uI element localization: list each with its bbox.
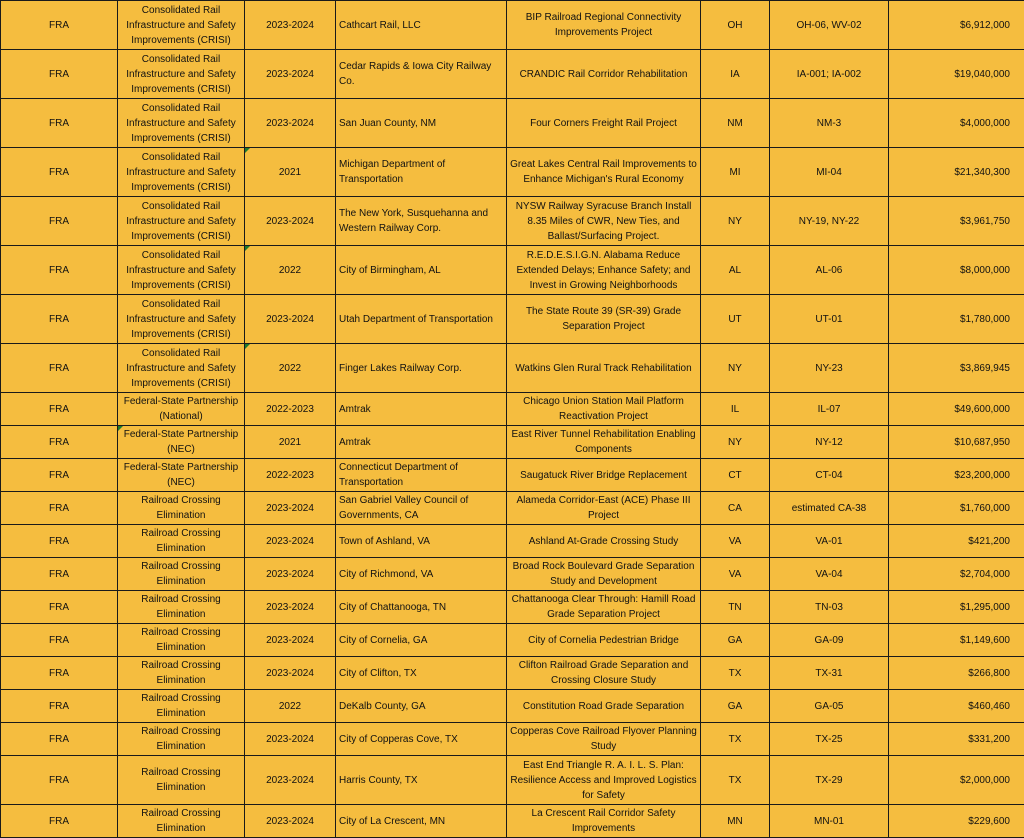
year-cell: 2022 (245, 690, 336, 723)
state-cell: TX (701, 756, 770, 805)
year-cell: 2022-2023 (245, 393, 336, 426)
applicant-cell: San Gabriel Valley Council of Governments, CA (336, 492, 507, 525)
applicant-cell: City of Birmingham, AL (336, 246, 507, 295)
program-cell: Consolidated Rail Infrastructure and Safety Improvements (CRISI) (118, 344, 245, 393)
year-cell: 2023-2024 (245, 723, 336, 756)
district-cell: AL-06 (770, 246, 889, 295)
table-row (1, 148, 1024, 197)
program-cell: Railroad Crossing Elimination (118, 805, 245, 838)
program-cell: Railroad Crossing Elimination (118, 624, 245, 657)
amount-cell: $331,200 (889, 723, 1024, 756)
amount-cell: $2,704,000 (889, 558, 1024, 591)
applicant-cell: City of Cornelia, GA (336, 624, 507, 657)
amount-cell: $229,600 (889, 805, 1024, 838)
year-cell: 2023-2024 (245, 657, 336, 690)
amount-cell: $421,200 (889, 525, 1024, 558)
applicant-cell: City of La Crescent, MN (336, 805, 507, 838)
year-cell: 2021 (245, 148, 336, 197)
amount-cell: $19,040,000 (889, 50, 1024, 99)
year-cell: 2023-2024 (245, 197, 336, 246)
year-cell: 2023-2024 (245, 492, 336, 525)
state-cell: NY (701, 426, 770, 459)
district-cell: IA-001; IA-002 (770, 50, 889, 99)
amount-cell: $3,869,945 (889, 344, 1024, 393)
applicant-cell: City of Clifton, TX (336, 657, 507, 690)
year-cell: 2021 (245, 426, 336, 459)
amount-cell: $10,687,950 (889, 426, 1024, 459)
district-cell: CT-04 (770, 459, 889, 492)
program-cell: Consolidated Rail Infrastructure and Safety Improvements (CRISI) (118, 50, 245, 99)
amount-cell: $1,780,000 (889, 295, 1024, 344)
district-cell: NY-19, NY-22 (770, 197, 889, 246)
applicant-cell: City of Richmond, VA (336, 558, 507, 591)
state-cell: UT (701, 295, 770, 344)
program-cell: Railroad Crossing Elimination (118, 657, 245, 690)
project-cell: La Crescent Rail Corridor Safety Improvements (507, 805, 701, 838)
year-cell: 2023-2024 (245, 525, 336, 558)
project-cell: CRANDIC Rail Corridor Rehabilitation (507, 50, 701, 99)
district-cell: NY-23 (770, 344, 889, 393)
applicant-cell: Michigan Department of Transportation (336, 148, 507, 197)
agency-cell: FRA (1, 492, 118, 525)
year-cell: 2023-2024 (245, 1, 336, 50)
project-cell: East River Tunnel Rehabilitation Enabling Components (507, 426, 701, 459)
year-cell: 2023-2024 (245, 558, 336, 591)
district-cell: VA-01 (770, 525, 889, 558)
project-cell: R.E.D.E.S.I.G.N. Alabama Reduce Extended Delays; Enhance Safety; and Invest in Growing Neighborhoods (507, 246, 701, 295)
agency-cell: FRA (1, 50, 118, 99)
state-cell: TX (701, 657, 770, 690)
applicant-cell: City of Chattanooga, TN (336, 591, 507, 624)
program-cell: Federal-State Partnership (NEC) (118, 459, 245, 492)
applicant-cell: San Juan County, NM (336, 99, 507, 148)
program-cell: Consolidated Rail Infrastructure and Safety Improvements (CRISI) (118, 295, 245, 344)
state-cell: NY (701, 197, 770, 246)
district-cell: TX-29 (770, 756, 889, 805)
table-row (1, 295, 1024, 344)
district-cell: IL-07 (770, 393, 889, 426)
project-cell: Chattanooga Clear Through: Hamill Road Grade Separation Project (507, 591, 701, 624)
year-cell: 2022 (245, 344, 336, 393)
table-row (1, 197, 1024, 246)
district-cell: TX-31 (770, 657, 889, 690)
year-cell: 2023-2024 (245, 756, 336, 805)
program-cell: Federal-State Partnership (NEC) (118, 426, 245, 459)
program-cell: Railroad Crossing Elimination (118, 492, 245, 525)
year-cell: 2023-2024 (245, 805, 336, 838)
amount-cell: $4,000,000 (889, 99, 1024, 148)
program-cell: Railroad Crossing Elimination (118, 525, 245, 558)
applicant-cell: Connecticut Department of Transportation (336, 459, 507, 492)
applicant-cell: Cathcart Rail, LLC (336, 1, 507, 50)
project-cell: Copperas Cove Railroad Flyover Planning Study (507, 723, 701, 756)
state-cell: GA (701, 690, 770, 723)
table-row (1, 525, 1024, 558)
amount-cell: $460,460 (889, 690, 1024, 723)
amount-cell: $6,912,000 (889, 1, 1024, 50)
state-cell: CT (701, 459, 770, 492)
applicant-cell: DeKalb County, GA (336, 690, 507, 723)
project-cell: Broad Rock Boulevard Grade Separation Study and Development (507, 558, 701, 591)
agency-cell: FRA (1, 197, 118, 246)
agency-cell: FRA (1, 295, 118, 344)
amount-cell: $23,200,000 (889, 459, 1024, 492)
applicant-cell: Finger Lakes Railway Corp. (336, 344, 507, 393)
program-cell: Railroad Crossing Elimination (118, 558, 245, 591)
applicant-cell: Amtrak (336, 393, 507, 426)
project-cell: NYSW Railway Syracuse Branch Install 8.35 Miles of CWR, New Ties, and Ballast/Surfacing Project. (507, 197, 701, 246)
applicant-cell: City of Copperas Cove, TX (336, 723, 507, 756)
table-row (1, 657, 1024, 690)
amount-cell: $21,340,300 (889, 148, 1024, 197)
table-row (1, 558, 1024, 591)
district-cell: MN-01 (770, 805, 889, 838)
table-row (1, 99, 1024, 148)
table-row (1, 459, 1024, 492)
year-cell: 2022 (245, 246, 336, 295)
project-cell: Constitution Road Grade Separation (507, 690, 701, 723)
amount-cell: $1,760,000 (889, 492, 1024, 525)
applicant-cell: Harris County, TX (336, 756, 507, 805)
table-row (1, 805, 1024, 838)
amount-cell: $49,600,000 (889, 393, 1024, 426)
project-cell: City of Cornelia Pedestrian Bridge (507, 624, 701, 657)
agency-cell: FRA (1, 690, 118, 723)
state-cell: AL (701, 246, 770, 295)
year-cell: 2022-2023 (245, 459, 336, 492)
state-cell: NY (701, 344, 770, 393)
applicant-cell: Town of Ashland, VA (336, 525, 507, 558)
table-row (1, 690, 1024, 723)
program-cell: Consolidated Rail Infrastructure and Safety Improvements (CRISI) (118, 197, 245, 246)
agency-cell: FRA (1, 1, 118, 50)
year-cell: 2023-2024 (245, 295, 336, 344)
project-cell: Great Lakes Central Rail Improvements to Enhance Michigan's Rural Economy (507, 148, 701, 197)
agency-cell: FRA (1, 657, 118, 690)
district-cell: NM-3 (770, 99, 889, 148)
project-cell: Chicago Union Station Mail Platform Reactivation Project (507, 393, 701, 426)
table-row (1, 50, 1024, 99)
state-cell: OH (701, 1, 770, 50)
state-cell: GA (701, 624, 770, 657)
project-cell: Saugatuck River Bridge Replacement (507, 459, 701, 492)
district-cell: NY-12 (770, 426, 889, 459)
state-cell: VA (701, 525, 770, 558)
district-cell: VA-04 (770, 558, 889, 591)
district-cell: UT-01 (770, 295, 889, 344)
district-cell: GA-09 (770, 624, 889, 657)
agency-cell: FRA (1, 459, 118, 492)
project-cell: BIP Railroad Regional Connectivity Improvements Project (507, 1, 701, 50)
state-cell: NM (701, 99, 770, 148)
agency-cell: FRA (1, 99, 118, 148)
program-cell: Federal-State Partnership (National) (118, 393, 245, 426)
program-cell: Consolidated Rail Infrastructure and Safety Improvements (CRISI) (118, 148, 245, 197)
project-cell: Watkins Glen Rural Track Rehabilitation (507, 344, 701, 393)
program-cell: Consolidated Rail Infrastructure and Safety Improvements (CRISI) (118, 1, 245, 50)
district-cell: OH-06, WV-02 (770, 1, 889, 50)
amount-cell: $3,961,750 (889, 197, 1024, 246)
amount-cell: $1,149,600 (889, 624, 1024, 657)
program-cell: Railroad Crossing Elimination (118, 591, 245, 624)
agency-cell: FRA (1, 426, 118, 459)
state-cell: CA (701, 492, 770, 525)
year-cell: 2023-2024 (245, 591, 336, 624)
state-cell: MI (701, 148, 770, 197)
table-row (1, 426, 1024, 459)
agency-cell: FRA (1, 393, 118, 426)
district-cell: TN-03 (770, 591, 889, 624)
table-row (1, 624, 1024, 657)
agency-cell: FRA (1, 344, 118, 393)
agency-cell: FRA (1, 624, 118, 657)
state-cell: IL (701, 393, 770, 426)
district-cell: GA-05 (770, 690, 889, 723)
state-cell: TN (701, 591, 770, 624)
amount-cell: $2,000,000 (889, 756, 1024, 805)
project-cell: Alameda Corridor-East (ACE) Phase III Project (507, 492, 701, 525)
year-cell: 2023-2024 (245, 624, 336, 657)
table-body (1, 1, 1024, 838)
applicant-cell: Utah Department of Transportation (336, 295, 507, 344)
amount-cell: $8,000,000 (889, 246, 1024, 295)
year-cell: 2023-2024 (245, 99, 336, 148)
project-cell: Ashland At-Grade Crossing Study (507, 525, 701, 558)
agency-cell: FRA (1, 558, 118, 591)
applicant-cell: Cedar Rapids & Iowa City Railway Co. (336, 50, 507, 99)
state-cell: IA (701, 50, 770, 99)
agency-cell: FRA (1, 591, 118, 624)
program-cell: Railroad Crossing Elimination (118, 756, 245, 805)
applicant-cell: The New York, Susquehanna and Western Railway Corp. (336, 197, 507, 246)
table-row (1, 591, 1024, 624)
agency-cell: FRA (1, 525, 118, 558)
agency-cell: FRA (1, 723, 118, 756)
state-cell: MN (701, 805, 770, 838)
project-cell: The State Route 39 (SR-39) Grade Separation Project (507, 295, 701, 344)
amount-cell: $1,295,000 (889, 591, 1024, 624)
program-cell: Consolidated Rail Infrastructure and Safety Improvements (CRISI) (118, 99, 245, 148)
agency-cell: FRA (1, 805, 118, 838)
state-cell: VA (701, 558, 770, 591)
agency-cell: FRA (1, 148, 118, 197)
year-cell: 2023-2024 (245, 50, 336, 99)
district-cell: TX-25 (770, 723, 889, 756)
project-cell: Four Corners Freight Rail Project (507, 99, 701, 148)
program-cell: Railroad Crossing Elimination (118, 723, 245, 756)
program-cell: Consolidated Rail Infrastructure and Safety Improvements (CRISI) (118, 246, 245, 295)
table-row (1, 492, 1024, 525)
table-row (1, 344, 1024, 393)
table-row (1, 1, 1024, 50)
program-cell: Railroad Crossing Elimination (118, 690, 245, 723)
state-cell: TX (701, 723, 770, 756)
applicant-cell: Amtrak (336, 426, 507, 459)
table-row (1, 756, 1024, 805)
project-cell: Clifton Railroad Grade Separation and Crossing Closure Study (507, 657, 701, 690)
agency-cell: FRA (1, 246, 118, 295)
district-cell: MI-04 (770, 148, 889, 197)
table-row (1, 723, 1024, 756)
table-row (1, 393, 1024, 426)
agency-cell: FRA (1, 756, 118, 805)
amount-cell: $266,800 (889, 657, 1024, 690)
district-cell: estimated CA-38 (770, 492, 889, 525)
project-cell: East End Triangle R. A. I. L. S. Plan: Resilience Access and Improved Logistics for Safety (507, 756, 701, 805)
table-row (1, 246, 1024, 295)
